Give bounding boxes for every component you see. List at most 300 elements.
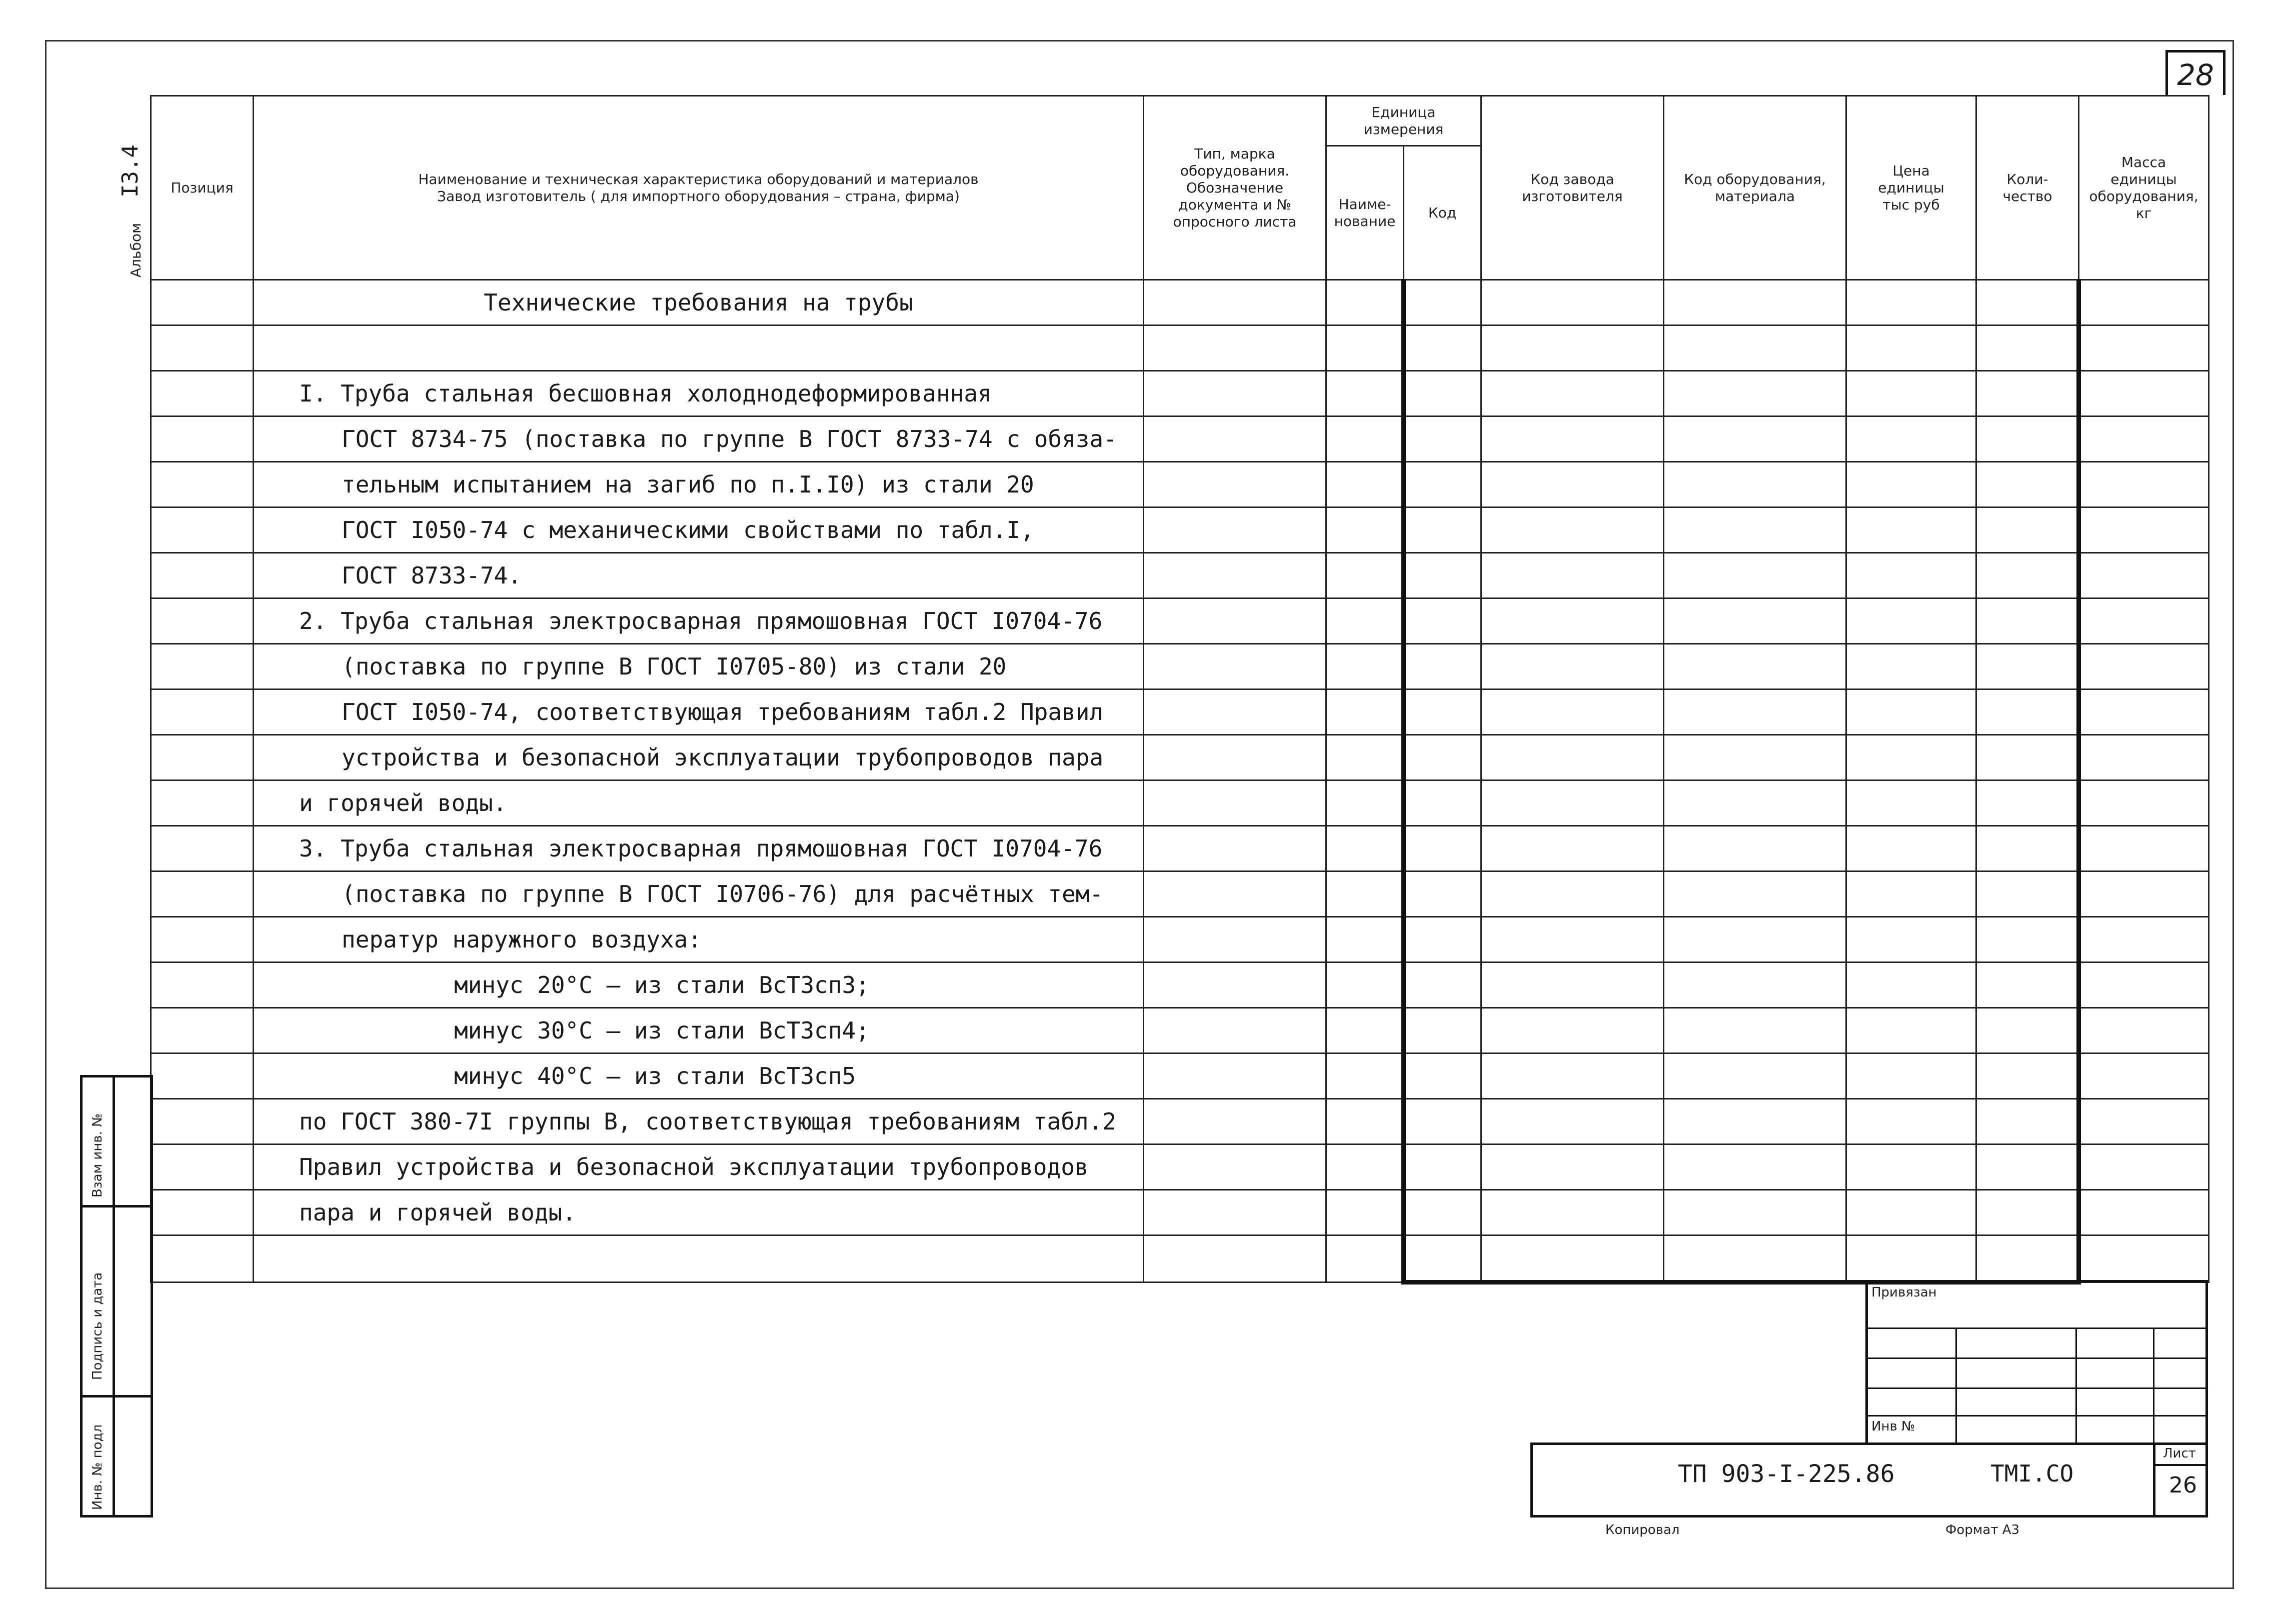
row-cell — [2079, 780, 2209, 826]
row-cell — [2079, 553, 2209, 598]
row-cell — [1404, 553, 1481, 598]
row-cell — [1846, 326, 1976, 371]
row-cell — [1664, 1099, 1846, 1144]
header-plant-code — [1481, 96, 1664, 280]
row-text: пара и горячей воды. — [299, 1199, 576, 1226]
row-cell — [1976, 872, 2079, 917]
row-cell — [1976, 1054, 2079, 1099]
table-row — [151, 416, 2209, 462]
copied-label: Копировал — [1605, 1522, 1680, 1538]
table-row — [151, 280, 2209, 326]
row-description — [254, 917, 1144, 962]
row-text: Правил устройства и безопасной эксплуатации трубопроводов — [299, 1154, 1089, 1180]
row-cell — [1326, 735, 1404, 780]
row-description — [254, 598, 1144, 644]
row-cell — [1326, 1236, 1404, 1282]
inv-no-label: Инв № — [1871, 1419, 1915, 1434]
row-cell — [151, 1099, 254, 1144]
page-number: 28 — [2165, 50, 2225, 95]
binding-vline — [2075, 1328, 2077, 1445]
row-cell — [151, 371, 254, 416]
row-cell — [1664, 598, 1846, 644]
specification-table — [150, 95, 2209, 1284]
header-mass — [2079, 96, 2209, 280]
row-cell — [1404, 508, 1481, 553]
row-cell — [1846, 1190, 1976, 1236]
row-cell — [1976, 690, 2079, 735]
row-cell — [1404, 872, 1481, 917]
header-mass-line: оборудования, — [2089, 188, 2198, 204]
row-cell — [1144, 826, 1326, 872]
row-cell — [151, 416, 254, 462]
row-cell — [1326, 598, 1404, 644]
row-cell — [1144, 690, 1326, 735]
row-cell — [1976, 780, 2079, 826]
row-cell — [151, 462, 254, 508]
row-cell — [1976, 644, 2079, 690]
row-cell — [151, 598, 254, 644]
row-cell — [1664, 508, 1846, 553]
stamp-signature-date: Подпись и дата — [90, 1272, 105, 1380]
row-cell — [1326, 872, 1404, 917]
sheet-divider — [2153, 1442, 2155, 1518]
row-cell — [1326, 1144, 1404, 1190]
row-cell — [1144, 371, 1326, 416]
row-cell — [1144, 326, 1326, 371]
header-type-line: Тип, марка — [1194, 145, 1275, 162]
row-cell — [1481, 326, 1664, 371]
row-cell — [1404, 780, 1481, 826]
row-cell — [1846, 872, 1976, 917]
binding-line — [1865, 1388, 2208, 1389]
header-plant-code-line: Код завода — [1530, 170, 1614, 188]
table-row — [151, 462, 2209, 508]
row-description — [254, 826, 1144, 872]
row-cell — [151, 1054, 254, 1099]
row-cell — [1481, 690, 1664, 735]
row-cell — [1976, 553, 2079, 598]
row-cell — [1481, 598, 1664, 644]
row-cell — [1144, 962, 1326, 1008]
row-cell — [1144, 553, 1326, 598]
bound-label: Привязан — [1871, 1285, 1937, 1300]
binding-vline — [1955, 1328, 1957, 1445]
row-cell — [151, 508, 254, 553]
row-cell — [1664, 1144, 1846, 1190]
row-cell — [1976, 1008, 2079, 1054]
stamp-inv-original: Инв. № подл — [90, 1424, 105, 1510]
row-cell — [151, 735, 254, 780]
row-cell — [1404, 1008, 1481, 1054]
row-text: по ГОСТ 380-7I группы В, соответствующая требованиям табл.2 — [299, 1108, 1116, 1135]
row-cell — [151, 326, 254, 371]
row-cell — [2079, 1054, 2209, 1099]
row-cell — [1664, 1236, 1846, 1282]
row-description — [254, 1190, 1144, 1236]
row-cell — [2079, 962, 2209, 1008]
table-row — [151, 872, 2209, 917]
side-stamp-line — [80, 1395, 153, 1398]
header-unit-group-line: Единица — [1371, 104, 1436, 120]
row-description — [254, 872, 1144, 917]
header-equip-code-line: материала — [1715, 188, 1795, 204]
table-row — [151, 1099, 2209, 1144]
header-name-line2: Завод изготовитель ( для импортного оборудования – страна, фирма) — [437, 188, 960, 204]
row-cell — [1481, 508, 1664, 553]
binding-line — [1865, 1358, 2208, 1359]
row-cell — [1846, 280, 1976, 326]
row-cell — [1976, 1236, 2079, 1282]
header-plant-code-line: изготовителя — [1522, 188, 1623, 204]
row-cell — [1664, 962, 1846, 1008]
row-cell — [1481, 280, 1664, 326]
stamp-inv-replace: Взам инв. № — [90, 1113, 105, 1198]
header-equip-code — [1664, 96, 1846, 280]
row-cell — [1664, 1190, 1846, 1236]
row-cell — [1404, 371, 1481, 416]
row-cell — [1144, 780, 1326, 826]
row-cell — [1404, 462, 1481, 508]
row-cell — [2079, 872, 2209, 917]
table-row — [151, 1054, 2209, 1099]
row-cell — [1664, 780, 1846, 826]
row-cell — [1481, 826, 1664, 872]
row-cell — [2079, 462, 2209, 508]
row-cell — [1846, 826, 1976, 872]
row-cell — [1481, 917, 1664, 962]
row-cell — [1481, 644, 1664, 690]
format-label: Формат А3 — [1945, 1522, 2020, 1538]
header-unit-group — [1326, 96, 1481, 146]
table-row — [151, 371, 2209, 416]
row-cell — [1404, 690, 1481, 735]
row-cell — [1326, 1054, 1404, 1099]
row-cell — [1404, 826, 1481, 872]
row-cell — [1404, 416, 1481, 462]
table-row — [151, 644, 2209, 690]
album-label: Альбом — [128, 222, 144, 278]
row-cell — [1481, 371, 1664, 416]
row-cell — [2079, 917, 2209, 962]
table-row — [151, 735, 2209, 780]
row-cell — [1846, 690, 1976, 735]
row-cell — [1846, 371, 1976, 416]
header-type-line: опросного листа — [1173, 213, 1297, 230]
row-cell — [1326, 780, 1404, 826]
table-row — [151, 780, 2209, 826]
row-description — [254, 508, 1144, 553]
header-position: Позиция — [151, 96, 254, 280]
row-cell — [1326, 1099, 1404, 1144]
album-code: I3.4 — [118, 144, 143, 198]
row-description — [254, 416, 1144, 462]
row-cell — [1326, 371, 1404, 416]
table-row — [151, 508, 2209, 553]
header-name-line1: Наименование и техническая характеристика оборудований и материалов — [418, 170, 979, 188]
row-cell — [1846, 553, 1976, 598]
row-text: ГОСТ 8734-75 (поставка по группе В ГОСТ 8733-74 с обяза- — [342, 426, 1117, 452]
table-row — [151, 326, 2209, 371]
table-row — [151, 1144, 2209, 1190]
row-cell — [2079, 1099, 2209, 1144]
row-cell — [1846, 1236, 1976, 1282]
row-cell — [1846, 1144, 1976, 1190]
row-cell — [1846, 598, 1976, 644]
row-cell — [1976, 326, 2079, 371]
header-unit-name-line: Наиме- — [1338, 196, 1391, 212]
header-unit-code: Код — [1404, 146, 1481, 280]
header-price-line: Цена — [1892, 162, 1930, 179]
row-cell — [1326, 644, 1404, 690]
row-cell — [1481, 735, 1664, 780]
row-cell — [1481, 1099, 1664, 1144]
row-cell — [2079, 371, 2209, 416]
header-unit-name-line: нование — [1334, 212, 1396, 230]
header-equip-code-line: Код оборудования, — [1684, 170, 1826, 188]
row-cell — [1144, 1008, 1326, 1054]
row-cell — [2079, 1190, 2209, 1236]
row-cell — [151, 280, 254, 326]
row-cell — [1481, 1144, 1664, 1190]
row-cell — [1664, 553, 1846, 598]
row-cell — [2079, 644, 2209, 690]
row-cell — [2079, 416, 2209, 462]
row-cell — [1144, 598, 1326, 644]
row-cell — [151, 553, 254, 598]
row-cell — [1326, 917, 1404, 962]
row-description — [254, 371, 1144, 416]
row-cell — [1481, 1236, 1664, 1282]
header-name — [254, 96, 1144, 280]
row-cell — [1481, 1008, 1664, 1054]
row-cell — [2079, 598, 2209, 644]
row-description — [254, 780, 1144, 826]
header-mass-line: Масса — [2121, 154, 2166, 170]
row-cell — [1326, 962, 1404, 1008]
table-row — [151, 826, 2209, 872]
row-cell — [1144, 1236, 1326, 1282]
row-text: тельным испытанием на загиб по п.I.I0) из стали 20 — [342, 471, 1034, 498]
row-cell — [2079, 826, 2209, 872]
row-text: и горячей воды. — [299, 790, 507, 816]
row-cell — [1664, 1008, 1846, 1054]
row-text: ГОСТ I050-74 с механическими свойствами по табл.I, — [342, 516, 1034, 544]
row-cell — [1976, 1099, 2079, 1144]
row-cell — [1144, 416, 1326, 462]
row-description — [254, 1099, 1144, 1144]
sheet-label: Лист — [2163, 1446, 2196, 1461]
row-description — [254, 1144, 1144, 1190]
row-cell — [1976, 1190, 2079, 1236]
row-description — [254, 553, 1144, 598]
row-cell — [1976, 508, 2079, 553]
row-cell — [1846, 1099, 1976, 1144]
row-cell — [1976, 280, 2079, 326]
binding-line — [1865, 1415, 2208, 1416]
row-description — [254, 644, 1144, 690]
row-cell — [2079, 326, 2209, 371]
row-description — [254, 462, 1144, 508]
row-text: I. Труба стальная бесшовная холоднодеформированная — [299, 380, 992, 407]
row-cell — [1144, 735, 1326, 780]
row-cell — [1404, 962, 1481, 1008]
row-cell — [151, 1236, 254, 1282]
row-cell — [2079, 1236, 2209, 1282]
row-cell — [1664, 735, 1846, 780]
row-cell — [1144, 917, 1326, 962]
row-cell — [1144, 872, 1326, 917]
row-description — [254, 280, 1144, 326]
row-cell — [151, 826, 254, 872]
header-mass-line: единицы — [2110, 170, 2177, 188]
row-description — [254, 326, 1144, 371]
row-cell — [1404, 1099, 1481, 1144]
row-cell — [151, 872, 254, 917]
row-cell — [1326, 553, 1404, 598]
row-cell — [151, 1008, 254, 1054]
row-cell — [1481, 1190, 1664, 1236]
row-cell — [1846, 780, 1976, 826]
row-cell — [1664, 690, 1846, 735]
row-text: (поставка по группе В ГОСТ I0706-76) для расчётных тем- — [342, 880, 1104, 908]
row-cell — [2079, 280, 2209, 326]
row-cell — [1976, 416, 2079, 462]
row-cell — [1664, 826, 1846, 872]
table-row — [151, 598, 2209, 644]
row-description — [254, 690, 1144, 735]
row-cell — [1404, 917, 1481, 962]
header-type-line: Обозначение — [1186, 179, 1284, 196]
row-cell — [1326, 416, 1404, 462]
row-cell — [1664, 917, 1846, 962]
row-cell — [1144, 1054, 1326, 1099]
row-cell — [1326, 826, 1404, 872]
row-cell — [1481, 1054, 1664, 1099]
row-cell — [1404, 1144, 1481, 1190]
row-cell — [1976, 1144, 2079, 1190]
row-cell — [1664, 326, 1846, 371]
header-price-line: тыс руб — [1882, 196, 1940, 213]
row-text: устройства и безопасной эксплуатации трубопроводов пара — [342, 744, 1104, 771]
binding-block — [1865, 1280, 2208, 1445]
row-cell — [1404, 280, 1481, 326]
header-type — [1144, 96, 1326, 280]
row-cell — [1846, 962, 1976, 1008]
binding-line — [1865, 1328, 2208, 1329]
row-cell — [151, 917, 254, 962]
row-text: ГОСТ 8733-74. — [342, 562, 522, 589]
table-row — [151, 917, 2209, 962]
side-stamp-line — [80, 1205, 153, 1208]
row-description — [254, 962, 1144, 1008]
header-mass-line: кг — [2135, 204, 2152, 222]
header-quantity — [1976, 96, 2079, 280]
row-text: Технические требования на трубы — [484, 289, 913, 316]
row-text: 2. Труба стальная электросварная прямошовная ГОСТ I0704-76 — [299, 608, 1103, 634]
row-cell — [2079, 735, 2209, 780]
table-row — [151, 962, 2209, 1008]
header-unit-name — [1326, 146, 1404, 280]
row-description — [254, 1054, 1144, 1099]
row-cell — [1404, 735, 1481, 780]
row-cell — [1144, 1190, 1326, 1236]
row-cell — [1326, 326, 1404, 371]
row-cell — [1481, 780, 1664, 826]
row-cell — [1481, 962, 1664, 1008]
row-cell — [1846, 917, 1976, 962]
row-cell — [1144, 644, 1326, 690]
row-cell — [1976, 462, 2079, 508]
header-quantity-line: Коли- — [2006, 170, 2048, 188]
row-cell — [1976, 826, 2079, 872]
row-text: ГОСТ I050-74, соответствующая требованиям табл.2 Правил — [342, 698, 1104, 726]
header-type-line: оборудования. — [1180, 162, 1290, 179]
row-text: минус 40°С – из стали ВсТ3сп5 — [454, 1062, 856, 1090]
sheet-number: 26 — [2169, 1472, 2197, 1498]
row-cell — [2079, 690, 2209, 735]
table-row — [151, 1008, 2209, 1054]
row-cell — [1664, 416, 1846, 462]
row-cell — [1846, 416, 1976, 462]
row-cell — [1976, 371, 2079, 416]
row-cell — [1664, 872, 1846, 917]
row-description — [254, 1236, 1144, 1282]
row-cell — [1144, 1099, 1326, 1144]
row-cell — [2079, 1008, 2209, 1054]
row-cell — [1481, 553, 1664, 598]
table-row — [151, 690, 2209, 735]
row-cell — [1326, 1190, 1404, 1236]
table-row — [151, 1190, 2209, 1236]
row-cell — [1326, 508, 1404, 553]
doc-mark: ТМI.СО — [1990, 1460, 2074, 1487]
row-description — [254, 1008, 1144, 1054]
row-cell — [1846, 735, 1976, 780]
row-cell — [151, 644, 254, 690]
header-type-line: документа и № — [1178, 196, 1291, 213]
row-cell — [1481, 416, 1664, 462]
row-cell — [1976, 917, 2079, 962]
row-cell — [2079, 1144, 2209, 1190]
row-text: минус 30°С – из стали ВсТ3сп4; — [454, 1017, 870, 1044]
doc-code: ТП 903-I-225.86 — [1678, 1460, 1895, 1488]
row-cell — [1976, 962, 2079, 1008]
row-cell — [1404, 326, 1481, 371]
row-cell — [2079, 508, 2209, 553]
row-cell — [1976, 598, 2079, 644]
row-cell — [1144, 280, 1326, 326]
row-cell — [1326, 280, 1404, 326]
row-cell — [1846, 508, 1976, 553]
row-cell — [1664, 280, 1846, 326]
row-cell — [1664, 371, 1846, 416]
header-unit-group-line: измерения — [1363, 120, 1444, 138]
row-cell — [1846, 1008, 1976, 1054]
row-cell — [1326, 462, 1404, 508]
table-row — [151, 553, 2209, 598]
row-cell — [1144, 462, 1326, 508]
row-cell — [1846, 462, 1976, 508]
row-cell — [1326, 1008, 1404, 1054]
row-cell — [151, 690, 254, 735]
table-row — [151, 1236, 2209, 1282]
row-cell — [1976, 735, 2079, 780]
row-cell — [1404, 1190, 1481, 1236]
header-price — [1846, 96, 1976, 280]
row-text: 3. Труба стальная электросварная прямошовная ГОСТ I0704-76 — [299, 835, 1103, 862]
sheet-line — [2153, 1464, 2208, 1466]
header-quantity-line: чество — [2002, 188, 2052, 204]
